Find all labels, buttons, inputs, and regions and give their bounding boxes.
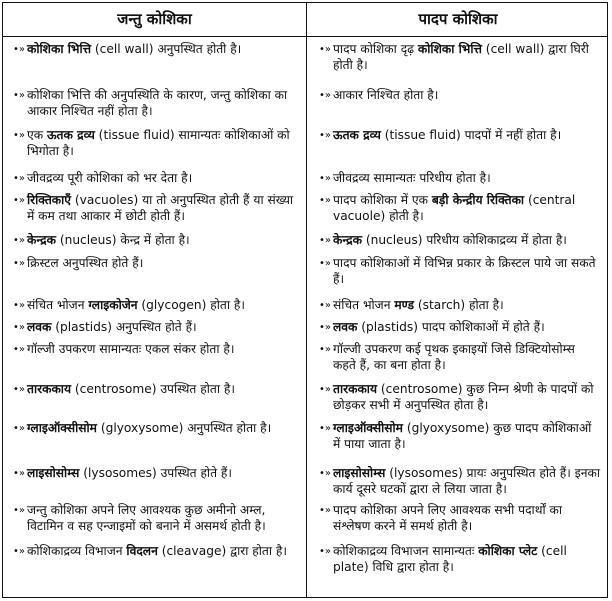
text-segment: (centrosome) कुछ निम्न श्रेणी के पादपों को छोड़कर सभी में अनुपस्थित होता है। xyxy=(333,382,594,412)
term-bold: तारककाय xyxy=(27,382,72,396)
text-segment: (plastids) अनुपस्थित होते हैं। xyxy=(51,320,197,334)
text-segment: कोशिकाद्रव्य विभाजन xyxy=(27,544,127,558)
term-bold: ऊतक द्रव्य xyxy=(46,128,95,142)
bullet-icon: •» xyxy=(13,322,26,333)
table-cell-right xyxy=(319,88,601,126)
table-cell-right xyxy=(319,503,601,543)
text-segment: (glyoxysome) कुछ पादप कोशिकाओं में पाया जाता है। xyxy=(333,421,592,451)
cell-text xyxy=(13,320,300,336)
cell-text xyxy=(319,320,601,336)
header-animal-cell: जन्तु कोशिका xyxy=(117,10,192,28)
term-bold: लवक xyxy=(333,320,358,334)
text-segment: (cell wall) अनुपस्थित होती है। xyxy=(91,42,242,56)
comparison-table xyxy=(2,2,608,598)
table-cell-left xyxy=(13,298,300,320)
text-segment: (nucleus) परिधीय कोशिकाद्रव्य में होता है। xyxy=(361,233,567,247)
table-cell-right xyxy=(319,193,601,231)
term-bold: तारककाय xyxy=(333,382,378,396)
table-cell-right xyxy=(319,320,601,342)
table-cell-right xyxy=(319,128,601,170)
text-segment: (lysosomes) प्रायः अनुपस्थित होते हैं। इनका कार्य दूसरे घटकों द्वारा ले लिया जाता है। xyxy=(333,466,601,496)
bullet-icon: •» xyxy=(319,173,332,184)
term-bold: कोशिका भित्ति xyxy=(27,42,92,56)
bullet-icon: •» xyxy=(13,173,26,184)
text-segment: (central vacuole) होती है। xyxy=(333,193,576,223)
cell-text xyxy=(319,256,601,287)
term-bold: ग्लाइऑक्सीसोम xyxy=(333,421,403,435)
cell-text xyxy=(13,193,300,224)
text-segment: (vacuoles) या तो अनुपस्थित होती हैं या संख्या में कम तथा आकार में छोटी होती हैं। xyxy=(27,193,294,223)
bullet-icon: •» xyxy=(13,505,26,516)
table-cell-left xyxy=(13,256,300,296)
cell-text xyxy=(13,466,300,482)
cell-text xyxy=(319,382,601,413)
table-cell-left xyxy=(13,233,300,255)
cell-text xyxy=(13,342,300,358)
table-cell-right xyxy=(319,544,601,584)
cell-text xyxy=(13,171,300,187)
text-segment: आकार निश्चित होता है। xyxy=(333,88,439,102)
term-bold: केन्द्रक xyxy=(27,233,56,247)
table-cell-left xyxy=(13,128,300,170)
text-segment: (glycogen) होता है। xyxy=(137,298,245,312)
cell-text xyxy=(13,298,300,314)
cell-text xyxy=(319,544,601,575)
text-segment: (plastids) पादप कोशिकाओं में होते हैं। xyxy=(357,320,545,334)
text-segment: गॉल्जी उपकरण सामान्यतः एकल संकर होता है। xyxy=(27,342,235,356)
bullet-icon: •» xyxy=(13,300,26,311)
cell-text xyxy=(13,421,300,437)
cell-text xyxy=(319,298,601,314)
bullet-icon: •» xyxy=(13,258,26,269)
text-segment: (tissue fluid) पादपों में नहीं होता है। xyxy=(380,128,562,142)
bullet-icon: •» xyxy=(319,322,332,333)
term-bold: केन्द्रक xyxy=(333,233,362,247)
table-cell-right xyxy=(319,42,601,86)
cell-text xyxy=(13,503,300,534)
column-divider xyxy=(306,3,307,597)
text-segment: कोशिका भित्ति की अनुपस्थिति के कारण, जन्तु कोशिका का आकार निश्चित नहीं होता है। xyxy=(27,88,288,118)
table-cell-right xyxy=(319,298,601,320)
text-segment: (cell plate) विधि द्वारा होता है। xyxy=(333,544,567,574)
term-bold: रिक्तिकाएँ xyxy=(27,193,72,207)
bullet-icon: •» xyxy=(319,423,332,434)
bullet-icon: •» xyxy=(319,90,332,101)
bullet-icon: •» xyxy=(319,235,332,246)
bullet-icon: •» xyxy=(319,195,332,206)
bullet-icon: •» xyxy=(13,468,26,479)
bullet-icon: •» xyxy=(319,44,332,55)
cell-text xyxy=(319,88,601,104)
text-segment: संचित भोजन xyxy=(333,298,395,312)
table-cell-left xyxy=(13,466,300,502)
bullet-icon: •» xyxy=(319,130,332,141)
cell-text xyxy=(319,342,601,373)
cell-text xyxy=(319,233,601,249)
table-cell-left xyxy=(13,171,300,193)
term-bold: लवक xyxy=(27,320,52,334)
text-segment: (starch) होता है। xyxy=(413,298,504,312)
table-cell-left xyxy=(13,382,300,420)
text-segment: (centrosome) उपस्थित होता है। xyxy=(71,382,235,396)
text-segment: (cleavage) द्वारा होता है। xyxy=(157,544,287,558)
table-cell-left xyxy=(13,544,300,584)
bullet-icon: •» xyxy=(319,300,332,311)
term-bold: मण्ड xyxy=(394,298,414,312)
term-bold: ग्लाइकोजेन xyxy=(88,298,138,312)
table-cell-right xyxy=(319,256,601,296)
cell-text xyxy=(319,42,601,73)
text-segment: पादप कोशिकाओं में विभिन्न प्रकार के क्रिस्टल पाये जा सकते हैं। xyxy=(333,256,596,286)
cell-text xyxy=(13,128,300,159)
bullet-icon: •» xyxy=(319,344,332,355)
table-cell-left xyxy=(13,88,300,126)
cell-text xyxy=(319,193,601,224)
cell-text xyxy=(319,421,601,452)
bullet-icon: •» xyxy=(319,468,332,479)
cell-text xyxy=(13,256,300,272)
text-segment: जन्तु कोशिका अपने लिए आवश्यक कुछ अमीनो अम्ल, विटामिन व सह एन्जाइमों को बनाने में असमर्थ होती है। xyxy=(27,503,266,533)
bullet-icon: •» xyxy=(13,195,26,206)
bullet-icon: •» xyxy=(13,423,26,434)
term-bold: ग्लाइऑक्सीसोम xyxy=(27,421,97,435)
bullet-icon: •» xyxy=(13,384,26,395)
term-bold: विदलन xyxy=(126,544,158,558)
text-segment: जीवद्रव्य पूरी कोशिका को भर देता है। xyxy=(27,171,193,185)
text-segment: पादप कोशिका अपने लिए आवश्यक सभी पदार्थों का संश्लेषण करने में समर्थ होती है। xyxy=(333,503,563,533)
table-cell-left xyxy=(13,320,300,342)
cell-text xyxy=(319,128,601,144)
term-bold: लाइसोसोम्स xyxy=(333,466,386,480)
text-segment: (lysosomes) उपस्थित होते हैं। xyxy=(79,466,232,480)
cell-text xyxy=(13,233,300,249)
bullet-icon: •» xyxy=(13,235,26,246)
table-cell-right xyxy=(319,171,601,193)
bullet-icon: •» xyxy=(319,546,332,557)
text-segment: (tissue fluid) सामान्यतः कोशिकाओं को भिगोता है। xyxy=(27,128,290,158)
cell-text xyxy=(319,466,601,497)
term-bold: लाइसोसोम्स xyxy=(27,466,80,480)
term-bold: कोशिका प्लेट xyxy=(478,544,538,558)
table-cell-left xyxy=(13,342,300,380)
header-divider xyxy=(3,36,607,37)
cell-text xyxy=(13,88,300,119)
bullet-icon: •» xyxy=(13,546,26,557)
text-segment: जीवद्रव्य सामान्यतः परिधीय होता है। xyxy=(333,171,491,185)
text-segment: क्रिस्टल अनुपस्थित होते हैं। xyxy=(27,256,144,270)
text-segment: (cell wall) द्वारा घिरी होती है। xyxy=(333,42,589,72)
header-plant-cell: पादप कोशिका xyxy=(418,10,498,28)
bullet-icon: •» xyxy=(13,44,26,55)
text-segment: कोशिकाद्रव्य विभाजन सामान्यतः xyxy=(333,544,479,558)
text-segment: एक xyxy=(27,128,47,142)
term-bold: ऊतक द्रव्य xyxy=(333,128,381,142)
text-segment: पादप कोशिका में एक xyxy=(333,193,432,207)
text-segment: पादप कोशिका दृढ़ xyxy=(333,42,418,56)
table-cell-left xyxy=(13,421,300,465)
cell-text xyxy=(319,503,601,534)
bullet-icon: •» xyxy=(319,258,332,269)
cell-text xyxy=(319,171,601,187)
table-cell-left xyxy=(13,503,300,543)
table-cell-right xyxy=(319,421,601,465)
text-segment: (glyoxysome) अनुपस्थित होता है। xyxy=(96,421,272,435)
table-cell-right xyxy=(319,466,601,502)
table-cell-right xyxy=(319,233,601,255)
bullet-icon: •» xyxy=(13,90,26,101)
text-segment: गॉल्जी उपकरण कई पृथक इकाइयों जिसे डिक्टियोसोम्स कहते हैं, का बना होता है। xyxy=(333,342,575,372)
table-cell-right xyxy=(319,382,601,420)
text-segment: संचित भोजन xyxy=(27,298,89,312)
cell-text xyxy=(13,42,300,58)
cell-text xyxy=(13,382,300,398)
table-cell-left xyxy=(13,193,300,231)
term-bold: कोशिका भित्ति xyxy=(417,42,482,56)
cell-text xyxy=(13,544,300,560)
bullet-icon: •» xyxy=(13,130,26,141)
text-segment: (nucleus) केन्द्र में होता है। xyxy=(55,233,190,247)
bullet-icon: •» xyxy=(319,505,332,516)
table-cell-left xyxy=(13,42,300,86)
bullet-icon: •» xyxy=(319,384,332,395)
bullet-icon: •» xyxy=(13,344,26,355)
table-cell-right xyxy=(319,342,601,380)
term-bold: बड़ी केन्द्रीय रिक्तिका xyxy=(431,193,525,207)
